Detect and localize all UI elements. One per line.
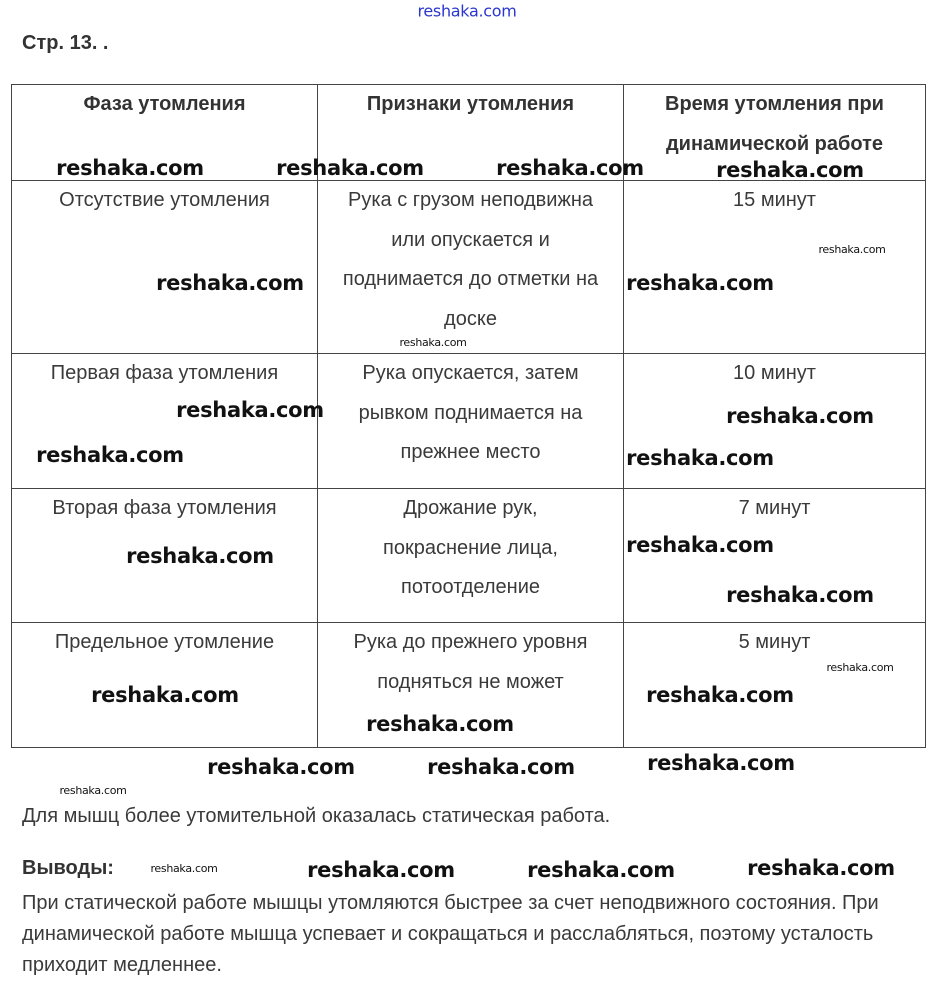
- header-phase: Фаза утомления: [12, 85, 318, 181]
- watermark: reshaka.com: [276, 156, 424, 180]
- watermark: reshaka.com: [399, 336, 467, 349]
- cell-phase: Вторая фаза утомления: [12, 489, 318, 623]
- watermark: reshaka.com: [626, 271, 774, 295]
- watermark: reshaka.com: [36, 443, 184, 467]
- cell-time: 7 минут: [624, 489, 926, 623]
- watermark: reshaka.com: [156, 271, 304, 295]
- watermark: reshaka.com: [626, 533, 774, 557]
- cell-phase: Предельное утомление: [12, 623, 318, 748]
- cell-signs: Рука опускается, затем рывком поднимается на прежнее место: [318, 354, 624, 489]
- header-signs: Признаки утомления: [318, 85, 624, 181]
- watermark: reshaka.com: [366, 712, 514, 736]
- watermark: reshaka.com: [726, 583, 874, 607]
- page-title: Стр. 13. .: [22, 32, 109, 54]
- watermark: reshaka.com: [818, 243, 886, 256]
- watermark: reshaka.com: [59, 784, 127, 797]
- watermark: reshaka.com: [176, 398, 324, 422]
- watermark: reshaka.com: [726, 404, 874, 428]
- header-time: Время утомления при динамической работе: [624, 85, 926, 181]
- table-row: [12, 181, 926, 354]
- watermark: reshaka.com: [207, 755, 355, 779]
- watermark: reshaka.com: [826, 661, 894, 674]
- watermark: reshaka.com: [150, 862, 218, 875]
- cell-time: 10 минут: [624, 354, 926, 489]
- cell-signs: Дрожание рук, покраснение лица, потоотделение: [318, 489, 624, 623]
- cell-time: 5 минут: [624, 623, 926, 748]
- watermark: reshaka.com: [716, 158, 864, 182]
- watermark: reshaka.com: [417, 1, 517, 21]
- watermark: reshaka.com: [626, 446, 774, 470]
- cell-time: 15 минут: [624, 181, 926, 354]
- conclusions-text: При статической работе мышцы утомляются быстрее за счет неподвижного состояния. При динамической работе мышца успевает и сокращаться и расслабляться, поэтому усталость приходит медленнее.: [22, 892, 879, 976]
- cell-signs: Рука с грузом неподвижна или опускается и поднимается до отметки на доске: [318, 181, 624, 354]
- watermark: reshaka.com: [527, 858, 675, 882]
- conclusions-label: Выводы:: [22, 857, 114, 879]
- watermark: reshaka.com: [56, 156, 204, 180]
- watermark: reshaka.com: [496, 156, 644, 180]
- statement-text: Для мышц более утомительной оказалась статическая работа.: [22, 805, 611, 827]
- watermark: reshaka.com: [647, 751, 795, 775]
- cell-phase: Отсутствие утомления: [12, 181, 318, 354]
- watermark: reshaka.com: [427, 755, 575, 779]
- watermark: reshaka.com: [747, 856, 895, 880]
- cell-phase: Первая фаза утомления: [12, 354, 318, 489]
- cell-signs: Рука до прежнего уровня подняться не может: [318, 623, 624, 748]
- watermark: reshaka.com: [646, 683, 794, 707]
- watermark: reshaka.com: [126, 544, 274, 568]
- watermark: reshaka.com: [307, 858, 455, 882]
- watermark: reshaka.com: [91, 683, 239, 707]
